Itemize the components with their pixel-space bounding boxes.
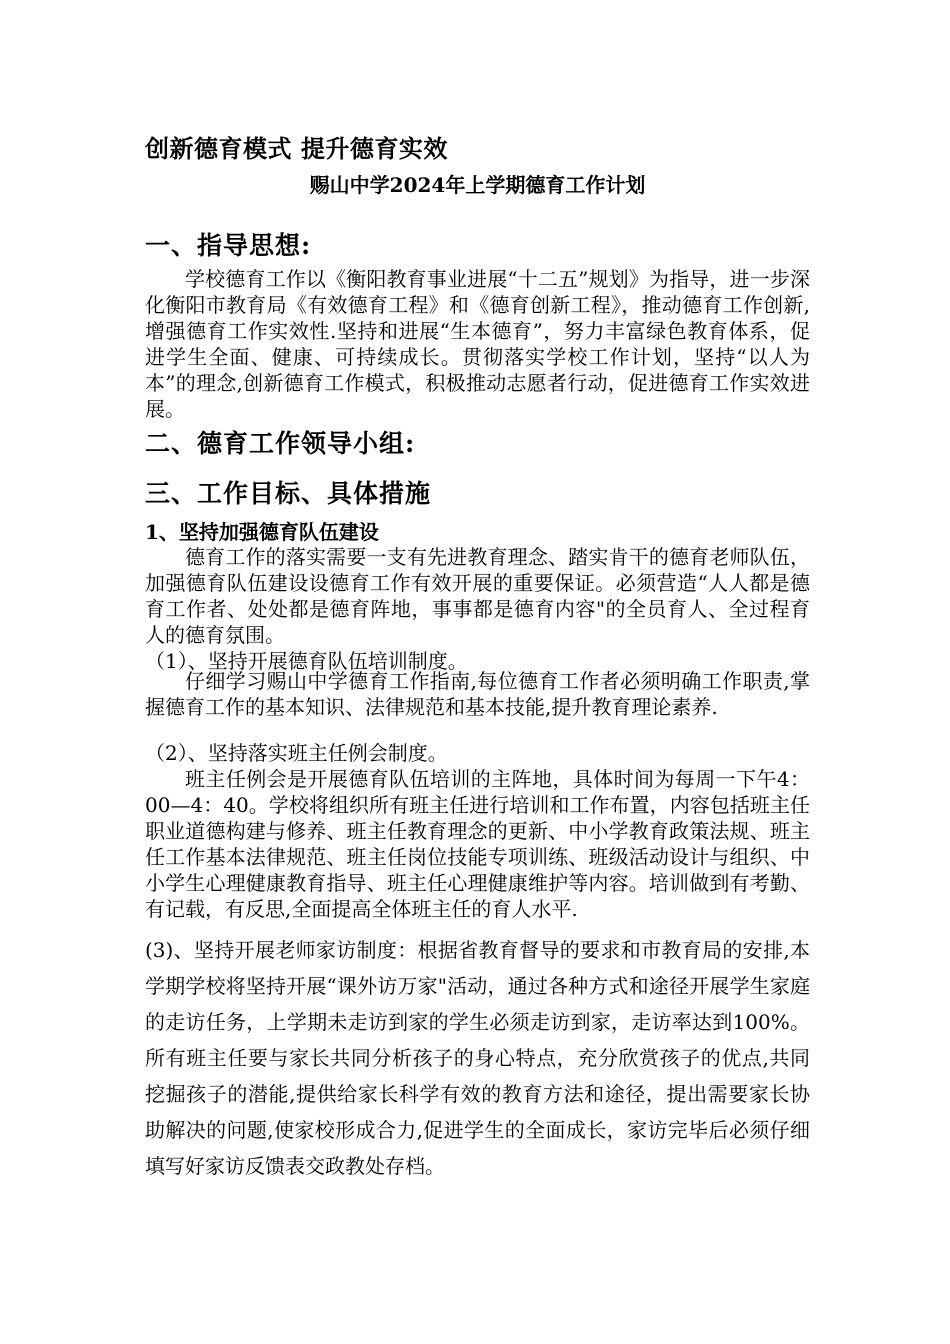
guiding-ideology-paragraph: 学校德育工作以《衡阳教育事业进展“十二五”规划》为指导，进一步深化衡阳市教育局《有效德育工程》和《德育创新工程》，推动德育工作创新,增强德育工作实效性.坚持和进展“生本德育”，努力丰富绿色教育体系，促进学生全面、健康、可持续成长。贯彻落实学校工作计划，坚持“以人为本”的理念,创新德育工作模式，积极推动志愿者行动，促进德育工作实效进展。 [145,267,810,421]
class-teacher-meeting-paragraph: 班主任例会是开展德育队伍培训的主阵地，具体时间为每周一下午4：00—4：40。学校将组织所有班主任进行培训和工作布置，内容包括班主任职业道德构建与修养、班主任教育理念的更新、中小学教育政策法规、班主任工作基本法律规范、班主任岗位技能专项训练、班级活动设计与组织、中小学生心理健康教育指导、班主任心理健康维护等内容。培训做到有考勤、有记载，有反思,全面提高全体班主任的育人水平. [145,767,810,921]
section-heading-guiding-ideology: 一、指导思想: [145,231,312,260]
item-heading-training-system: （1）、坚持开展德育队伍培训制度。 [145,649,468,673]
item-heading-class-teacher-meeting: （2）、坚持落实班主任例会制度。 [145,741,448,765]
document-subtitle: 赐山中学2024年上学期德育工作计划 [309,173,646,197]
home-visit-paragraph: (3)、坚持开展老师家访制度：根据省教育督导的要求和市教育局的安排,本学期学校将坚持开展“课外访万家"活动，通过各种方式和途径开展学生家庭的走访任务，上学期未走访到家的学生必须走访到家，走访率达到100%。所有班主任要与家长共同分析孩子的身心特点，充分欣赏孩子的优点,共同挖掘孩子的潜能,提供给家长科学有效的教育方法和途径，提出需要家长协助解决的问题,使家校形成合力,促进学生的全面成长，家访完毕后必须仔细填写好家访反馈表交政教处存档。 [145,938,810,1178]
training-system-paragraph: 仔细学习赐山中学德育工作指南,每位德育工作者必须明确工作职责,掌握德育工作的基本知识、法律规范和基本技能,提升教育理论素养. [145,669,810,719]
document-title: 创新德育模式 提升德育实效 [145,134,448,163]
team-building-paragraph: 德育工作的落实需要一支有先进教育理念、踏实肯干的德育老师队伍，加强德育队伍建设设德育工作有效开展的重要保证。必须营造“人人都是德育工作者、处处都是德育阵地，事事都是德育内容"的全员育人、全过程育人的德育氛围。 [145,545,810,647]
subsection-heading-team-building: 1、坚持加强德育队伍建设 [145,520,379,544]
section-heading-goals-measures: 三、工作目标、具体措施 [145,479,432,508]
section-heading-leadership-group: 二、德育工作领导小组: [145,429,416,458]
